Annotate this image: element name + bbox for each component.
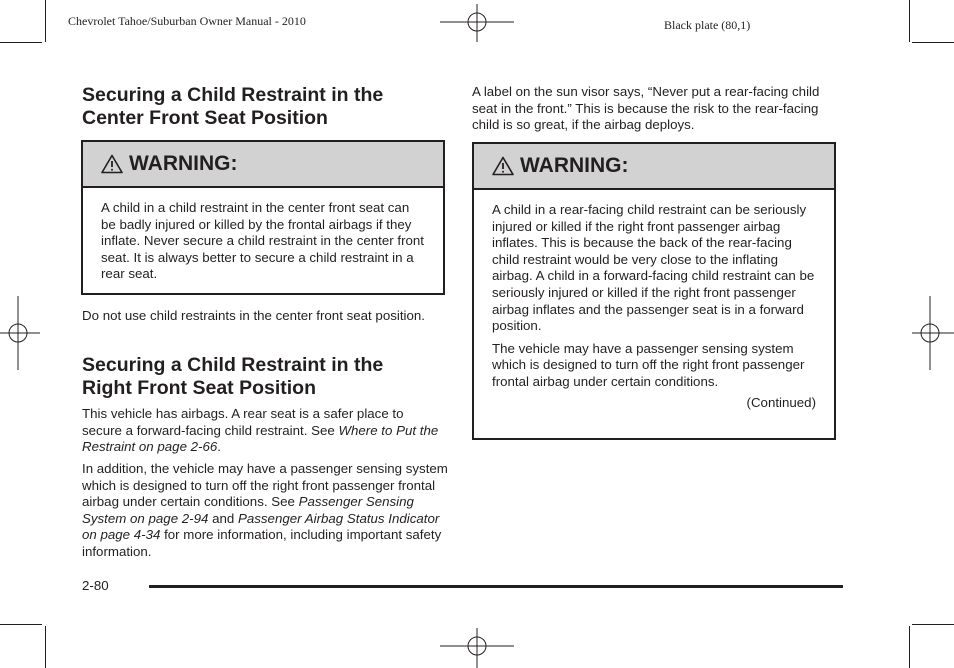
plate-label: Black plate (80,1) [664,18,751,32]
cross-reference-link[interactable]: Passenger Airbag Status Indicator on page 4-34 [82,510,440,543]
crop-mark [912,624,954,625]
paragraph-text: for more information, including important safety information. [82,527,442,559]
crop-mark [45,0,46,42]
warning-box-rear-facing [472,142,836,440]
warning-triangle-icon [492,156,514,176]
paragraph-text: In addition, the vehicle may have a passenger sensing system which is designed to turn off the right front passenger frontal airbag under certain conditions. See [82,461,448,510]
crop-mark [909,0,910,42]
cross-reference-link[interactable]: Where to Put the Restraint on page 2-66 [82,422,439,455]
footer-rule [149,585,843,588]
paragraph-text: . [217,439,221,455]
page-number: 2-80 [82,578,109,593]
warning-text: A child in a child restraint in the center front seat can be badly injured or killed by the frontal airbags if they inflate. Never secure a child restraint in the center front seat. It is always better to secure a child restraint in a rear seat. [101,200,424,282]
section-heading-center-seat: Securing a Child Restraint in the Center Front Seat Position [82,84,384,129]
continued-label: (Continued) [746,394,816,410]
crop-mark [0,624,42,625]
registration-mark-left [0,296,40,370]
warning-title: WARNING: [520,154,629,177]
warning-box-center-seat [81,140,445,295]
paragraph-passenger-sensing [82,461,448,561]
warning-text: The vehicle may have a passenger sensing system which is designed to turn off the right front passenger frontal airbag under certain conditions. [492,340,805,389]
cross-reference-link[interactable]: Passenger Sensing System on page 2-94 [82,494,414,526]
warning-text: A child in a rear-facing child restraint can be seriously injured or killed if the right front passenger airbag inflates. This is because the back of the rear-facing child restraint would be very close to the inflating airbag. A child in a forward-facing child restraint can be seriously injured or killed if the right front passenger airbag inflates and the passenger seat is in a forward position. [492,202,815,334]
crop-mark [45,626,46,668]
section-heading-right-seat: Securing a Child Restraint in the Right Front Seat Position [82,354,384,399]
warning-header [83,142,443,188]
paragraph-text: and [208,510,238,526]
paragraph-text: This vehicle has airbags. A rear seat is a safer place to secure a forward-facing child restraint. See [82,406,404,438]
crop-mark [912,42,954,43]
warning-triangle-icon [101,154,123,174]
crop-mark [0,42,42,43]
warning-title: WARNING: [129,152,238,175]
registration-mark-bottom [440,628,514,668]
registration-mark-top [440,4,514,42]
paragraph-airbags [82,406,444,456]
paragraph-sun-visor-label: A label on the sun visor says, “Never put a rear-facing child seat in the front.” This is because the risk to the rear-facing child is so great, if the airbag deploys. [472,84,820,133]
warning-header [474,144,834,190]
paragraph-no-center-seat: Do not use child restraints in the center front seat position. [82,308,425,323]
registration-mark-right [912,296,954,370]
crop-mark [909,626,910,668]
manual-title: Chevrolet Tahoe/Suburban Owner Manual - 2010 [68,14,306,28]
